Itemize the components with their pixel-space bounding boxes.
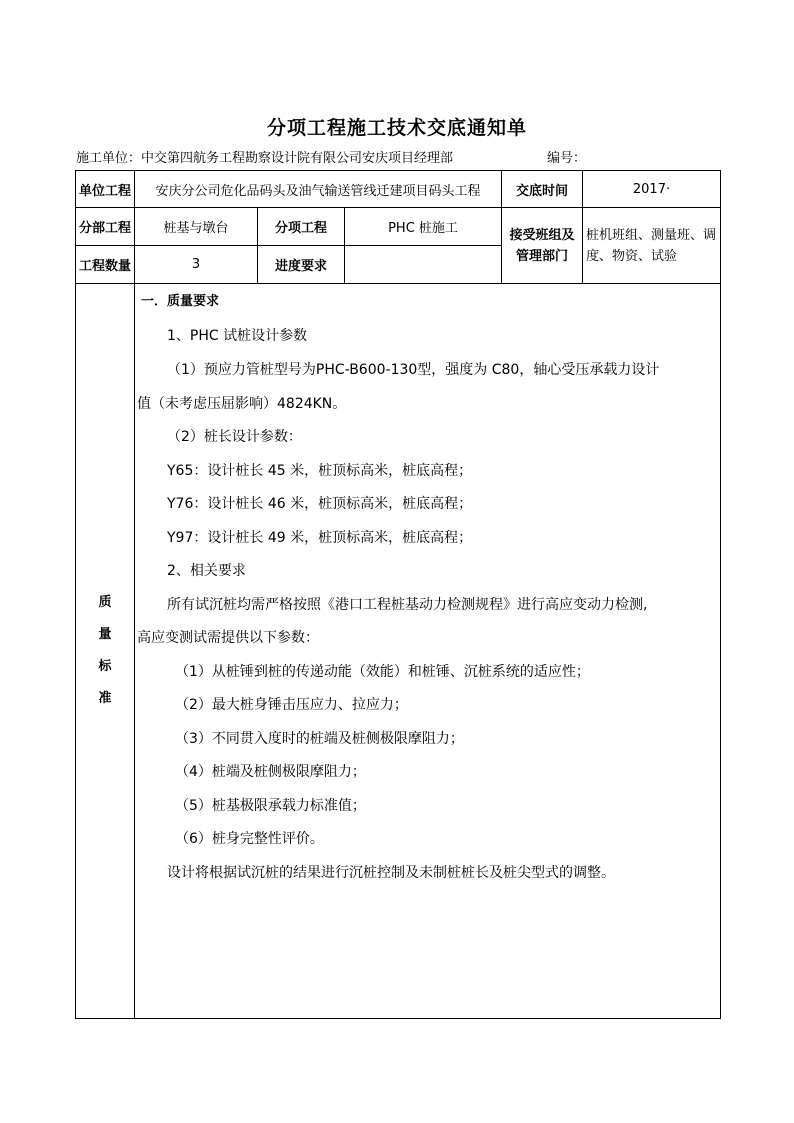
quality-line: （6）桩身完整性评价。 — [175, 831, 324, 847]
page-title: 分项工程施工技术交底通知单 — [266, 117, 527, 139]
quality-line: 所有试沉桩均需严格按照《港口工程桩基动力检测规程》进行高应变动力检测, — [167, 597, 648, 613]
quality-standard-label — [76, 284, 135, 1019]
item-project-value: PHC 桩施工 — [345, 208, 502, 246]
quality-line: （2）桩长设计参数： — [167, 429, 302, 445]
quality-line: Y76：设计桩长 46 米，桩顶标高米，桩底高程； — [167, 496, 473, 512]
quantity-label: 工程数量 — [76, 246, 135, 284]
quality-line: Y97：设计桩长 49 米，桩顶标高米，桩底高程； — [167, 530, 473, 546]
notice-form-table — [75, 170, 721, 1019]
quality-line: 设计将根据试沉桩的结果进行沉桩控制及未制桩桩长及桩尖型式的调整。 — [167, 865, 615, 881]
side-char: 准 — [98, 691, 112, 706]
quality-line: 1、PHC 试桩设计参数 — [167, 328, 308, 344]
unit-project-value: 安庆分公司危化品码头及油气输送管线迁建项目码头工程 — [135, 171, 502, 208]
construction-unit: 施工单位：中交第四航务工程勘察设计院有限公司安庆项目经理部 — [76, 151, 454, 166]
sub-project-label: 分部工程 — [76, 208, 135, 246]
side-char: 标 — [98, 659, 112, 674]
quality-line: （4）桩端及桩侧极限摩阻力； — [175, 764, 366, 780]
quality-line: 高应变测试需提供以下参数： — [137, 630, 319, 646]
side-char: 质 — [98, 595, 112, 610]
quantity-value: 3 — [135, 246, 258, 284]
handover-time-label: 交底时间 — [502, 171, 583, 208]
quality-line: 2、相关要求 — [167, 563, 246, 579]
quality-line: （2）最大桩身锤击压应力、拉应力； — [175, 697, 408, 713]
item-project-label: 分项工程 — [258, 208, 345, 246]
quality-line: Y65：设计桩长 45 米，桩顶标高米，桩底高程； — [167, 463, 473, 479]
unit-project-label: 单位工程 — [76, 171, 135, 208]
progress-label: 进度要求 — [258, 246, 345, 284]
receiver-label: 接受班组及管理部门 — [502, 208, 583, 284]
quality-line: （5）桩基极限承载力标准值； — [175, 798, 366, 814]
quality-heading: 一．质量要求 — [141, 294, 220, 309]
side-char: 量 — [98, 627, 112, 642]
quality-line: 值（未考虑压屈影响）4824KN。 — [137, 396, 347, 412]
quality-content — [135, 284, 721, 1019]
quality-line: （1）预应力管桩型号为PHC-B600-130型，强度为 C80，轴心受压承载力设计 — [167, 362, 660, 378]
progress-value — [345, 246, 502, 284]
sub-project-value: 桩基与墩台 — [135, 208, 258, 246]
quality-line: （3）不同贯入度时的桩端及桩侧极限摩阻力； — [175, 731, 464, 747]
number-label: 编号： — [547, 151, 587, 166]
quality-line: （1）从桩锤到桩的传递动能（效能）和桩锤、沉桩系统的适应性； — [175, 664, 590, 680]
receiver-value: 桩机班组、测量班、调度、物资、试验 — [583, 208, 721, 284]
handover-time-value: 2017· — [583, 171, 721, 208]
